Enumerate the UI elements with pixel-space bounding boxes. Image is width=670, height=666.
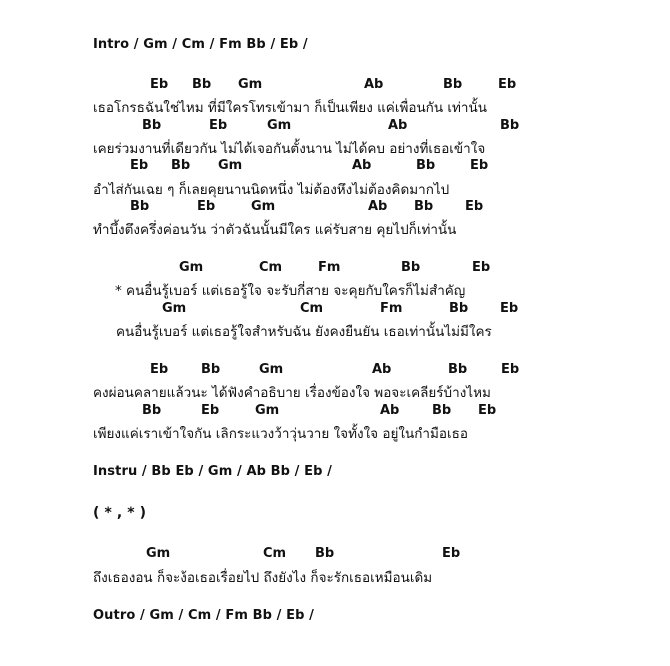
chord-label: Gm [251,199,276,214]
chord-label: Bb [201,362,221,377]
chord-label: Cm [259,260,283,275]
repeat-marker: ( * , * ) [93,505,147,521]
chord-label: Bb [414,199,434,214]
chord-label: Bb [315,546,335,561]
chord-label: Ab [388,118,408,133]
lyric-line: ทำบึ้งตึงครึ่งค่อนวัน ว่าตัวฉันนั้นมีใคร แค่รับสาย คุยไปก็เท่านั้น [93,222,457,238]
chord-label: Eb [209,118,228,133]
chord-label: Gm [259,362,284,377]
chord-label: Eb [150,77,169,92]
chord-label: Bb [448,362,468,377]
chord-label: Bb [432,403,452,418]
lyric-line: เพียงแค่เราเข้าใจกัน เลิกระแวงว้าวุ่นวาย ใจทั้งใจ อยู่ในกำมือเธอ [93,426,468,442]
chord-label: Eb [470,158,489,173]
lyric-line: คนอื่นรู้เบอร์ แต่เธอรู้ใจสำหรับฉัน ยังคงยืนยัน เธอเท่านั้นไม่มีใคร [116,324,492,340]
lyric-line: ถึงเธองอน ก็จะง้อเธอเรื่อยไป ถึงยังไง ก็จะรักเธอเหมือนเดิม [93,570,433,586]
chord-label: Ab [364,77,384,92]
chord-label: Eb [500,301,519,316]
chord-label: Eb [197,199,216,214]
chord-label: Bb [401,260,421,275]
chord-label: Ab [372,362,392,377]
chord-label: Fm [380,301,403,316]
chord-label: Eb [465,199,484,214]
chord-label: Bb [171,158,191,173]
chord-label: Bb [416,158,436,173]
chord-label: Bb [192,77,212,92]
instru-line: Instru / Bb Eb / Gm / Ab Bb / Eb / [93,464,333,479]
lyric-line: คงผ่อนคลายแล้วนะ ได้ฟังคำอธิบาย เรื่องข้องใจ พอจะเคลียร์บ้างไหม [93,385,491,401]
chord-label: Fm [318,260,341,275]
chord-label: Eb [498,77,517,92]
outro-line: Outro / Gm / Cm / Fm Bb / Eb / [93,608,314,623]
chord-label: Gm [218,158,243,173]
chord-label: Gm [179,260,204,275]
chord-label: Eb [442,546,461,561]
chord-label: Eb [501,362,520,377]
chord-label: Cm [300,301,324,316]
chord-label: Bb [142,118,162,133]
lyric-line: อำไส่กันเฉย ๆ ก็เลยคุยนานนิดหนึ่ง ไม่ต้องหึงไม่ต้องคิดมากไป [93,182,450,198]
chord-label: Bb [142,403,162,418]
intro-line: Intro / Gm / Cm / Fm Bb / Eb / [93,37,308,52]
chord-label: Eb [201,403,220,418]
chord-label: Ab [352,158,372,173]
chord-label: Eb [472,260,491,275]
chord-label: Bb [500,118,520,133]
chord-label: Gm [267,118,292,133]
chord-label: Ab [368,199,388,214]
chord-label: Eb [478,403,497,418]
chord-label: Ab [380,403,400,418]
chord-label: Eb [130,158,149,173]
lyric-line: * คนอื่นรู้เบอร์ แต่เธอรู้ใจ จะรับกี่สาย จะคุยกับใครก็ไม่สำคัญ [115,283,466,299]
chord-label: Eb [150,362,169,377]
lyric-line: เธอโกรธฉันใช่ไหม ที่มีใครโทรเข้ามา ก็เป็นเพียง แค่เพื่อนกัน เท่านั้น [93,100,487,116]
chord-label: Gm [146,546,171,561]
chord-label: Gm [238,77,263,92]
chord-label: Cm [263,546,287,561]
chord-label: Bb [130,199,150,214]
chord-label: Bb [449,301,469,316]
chord-label: Gm [255,403,280,418]
lyric-line: เคยร่วมงานที่เดียวกัน ไม่ได้เจอกันตั้งนาน ไม่ได้คบ อย่างที่เธอเข้าใจ [93,141,486,157]
chord-label: Bb [443,77,463,92]
chord-label: Gm [162,301,187,316]
